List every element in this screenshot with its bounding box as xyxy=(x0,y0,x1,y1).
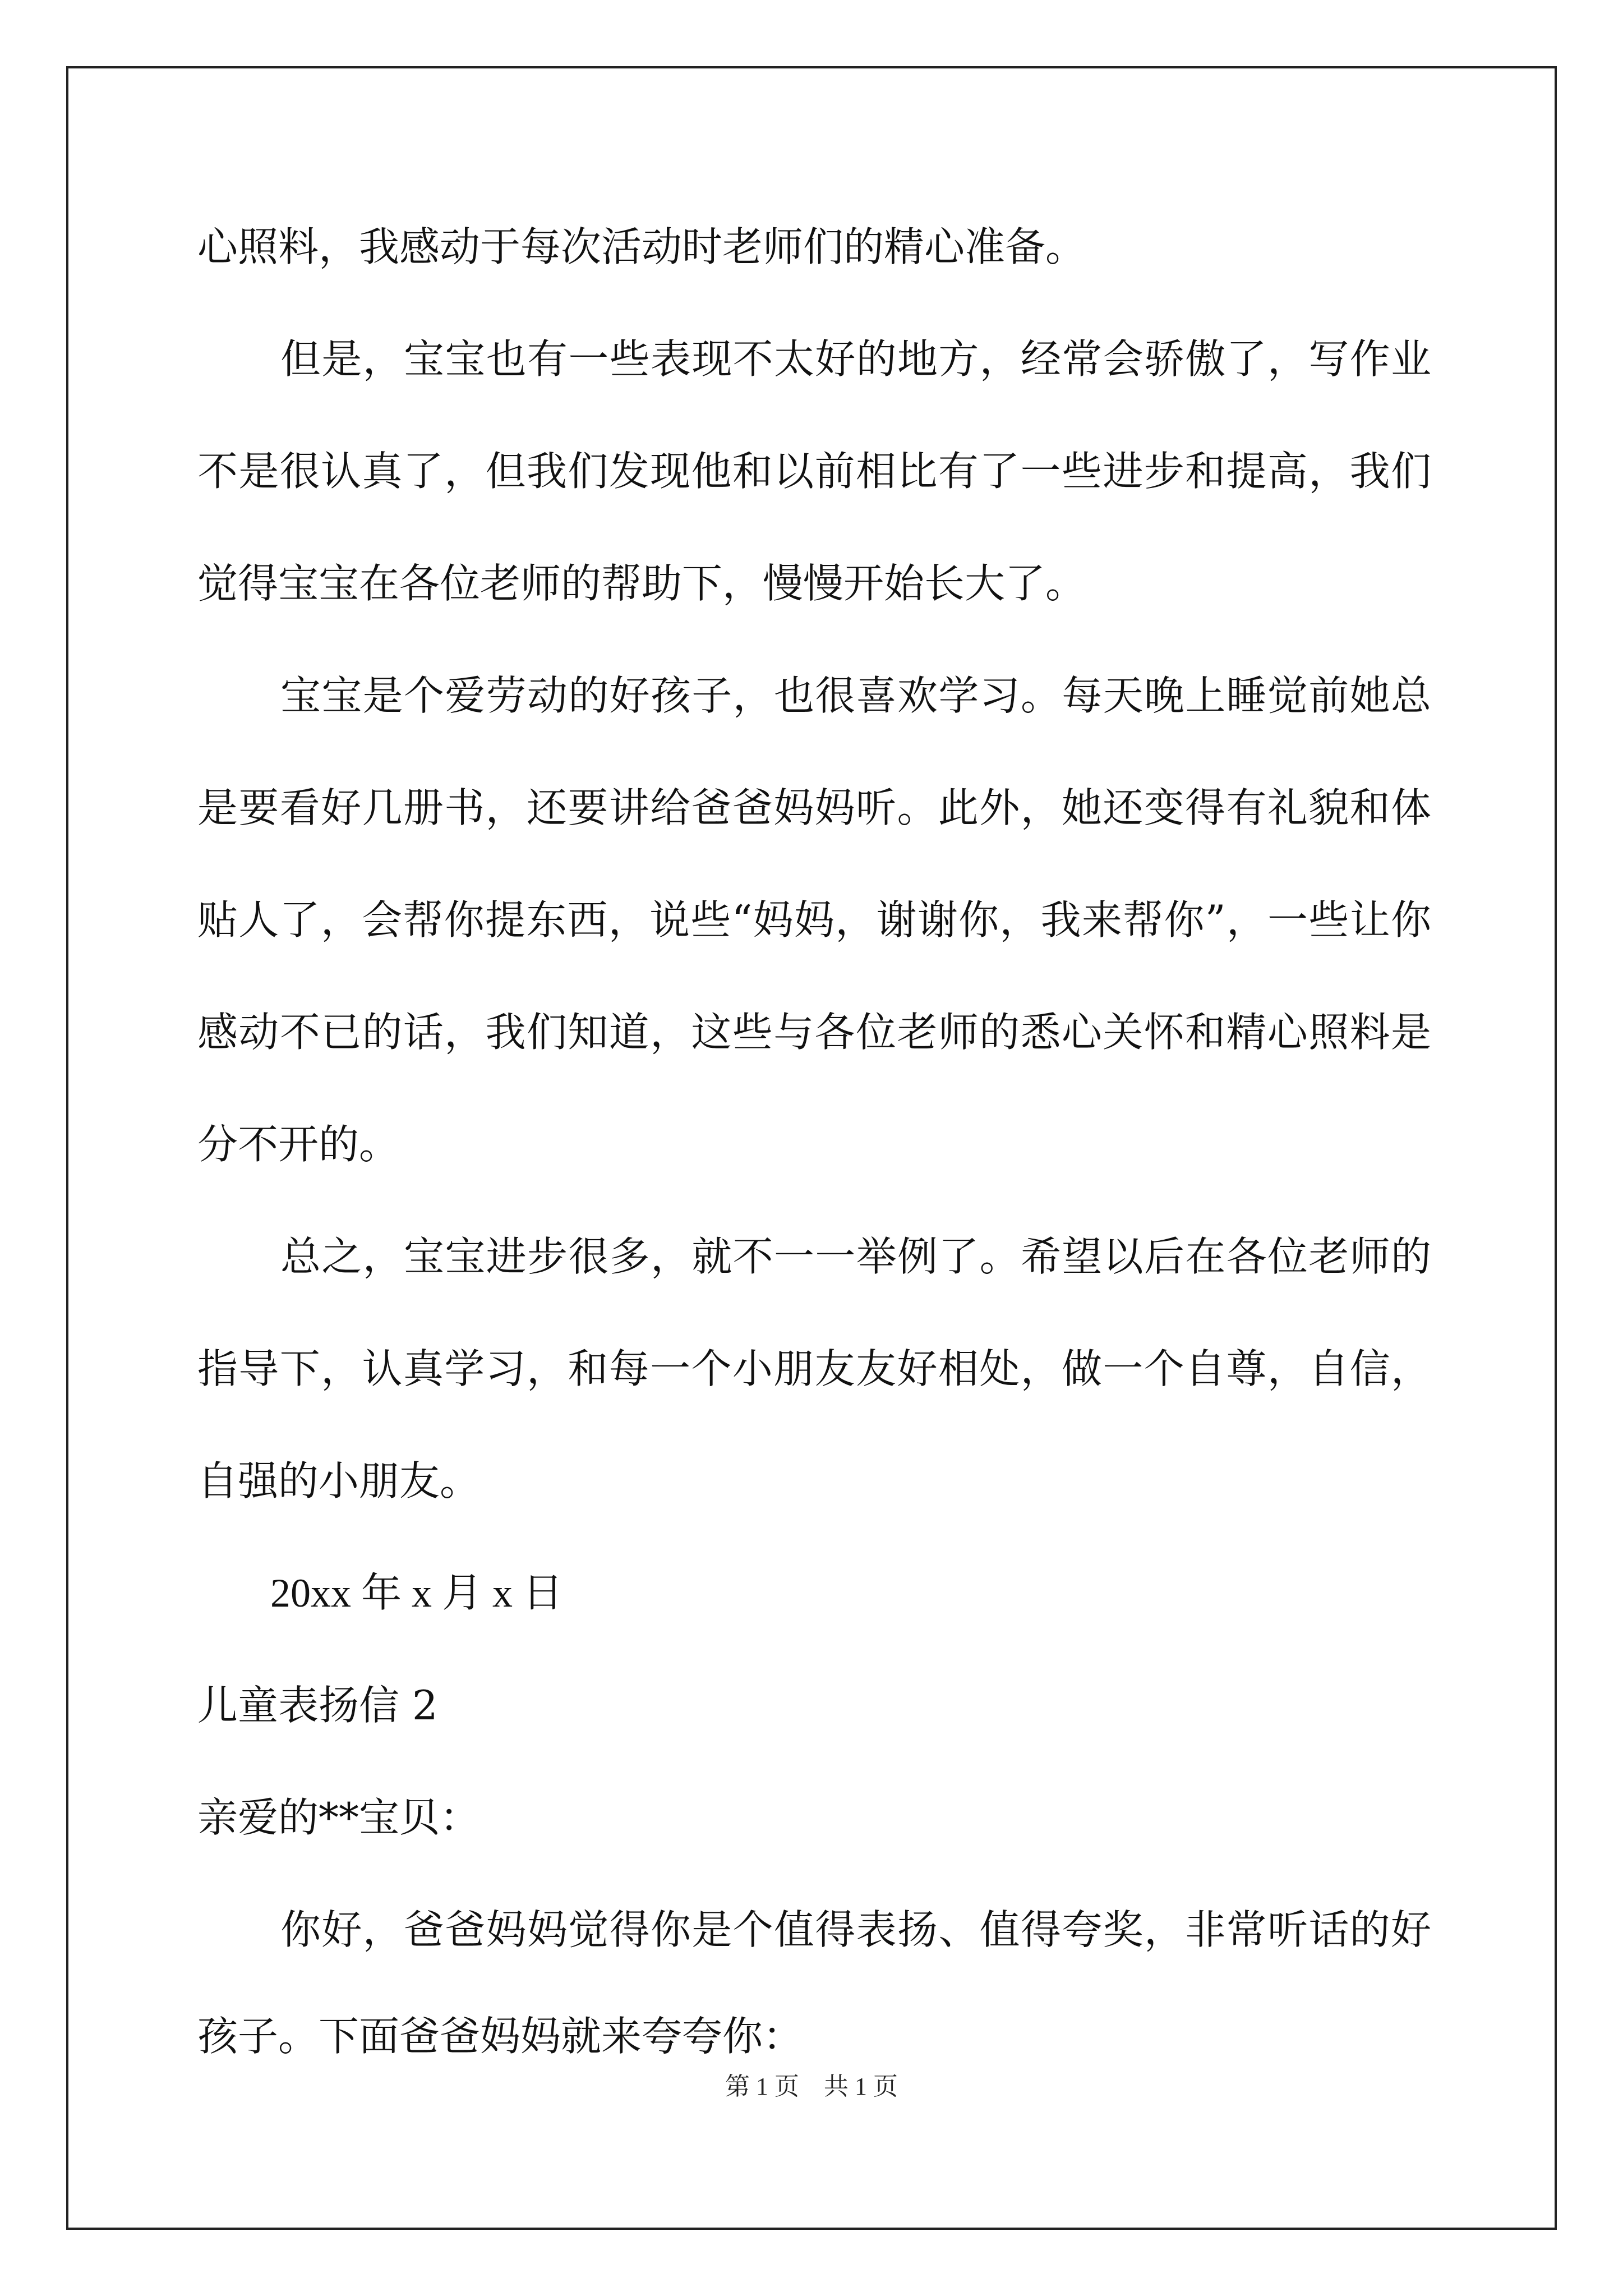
text-line: 你好，爸爸妈妈觉得你是个值得表扬、值得夸奖，非常听话的好 xyxy=(280,1906,1431,1953)
section-title: 儿童表扬信 2 xyxy=(197,1682,438,1729)
text-line: 不是很认真了，但我们发现他和以前相比有了一些进步和提高，我们 xyxy=(197,448,1431,495)
text-line: 觉得宝宝在各位老师的帮助下，慢慢开始长大了。 xyxy=(197,560,1086,607)
text-line: 自强的小朋友。 xyxy=(197,1457,481,1504)
text-line: 指导下，认真学习，和每一个小朋友友好相处，做一个自尊，自信， xyxy=(197,1345,1431,1392)
text-line: 是要看好几册书，还要讲给爸爸妈妈听。此外，她还变得有礼貌和体 xyxy=(197,784,1431,831)
text-line: 总之，宝宝进步很多，就不一一举例了。希望以后在各位老师的 xyxy=(280,1233,1431,1280)
text-line: 贴人了，会帮你提东西，说些“妈妈，谢谢你，我来帮你”，一些让你 xyxy=(197,896,1431,944)
text-line: 宝宝是个爱劳动的好孩子，也很喜欢学习。每天晚上睡觉前她总 xyxy=(280,672,1431,719)
text-line: 心照料，我感动于每次活动时老师们的精心准备。 xyxy=(197,223,1086,270)
page-footer: 第 1 页 共 1 页 xyxy=(725,2073,898,2100)
text-line: 孩子。下面爸爸妈妈就来夸夸你： xyxy=(197,2013,804,2060)
text-line: 但是，宝宝也有一些表现不太好的地方，经常会骄傲了，写作业 xyxy=(280,335,1431,383)
text-line: 感动不已的话，我们知道，这些与各位老师的悉心关怀和精心照料是 xyxy=(197,1009,1431,1056)
text-line: 分不开的。 xyxy=(197,1121,400,1168)
date-line: 20xx 年 x 月 x 日 xyxy=(270,1571,564,1616)
salutation: 亲爱的**宝贝： xyxy=(197,1794,481,1841)
